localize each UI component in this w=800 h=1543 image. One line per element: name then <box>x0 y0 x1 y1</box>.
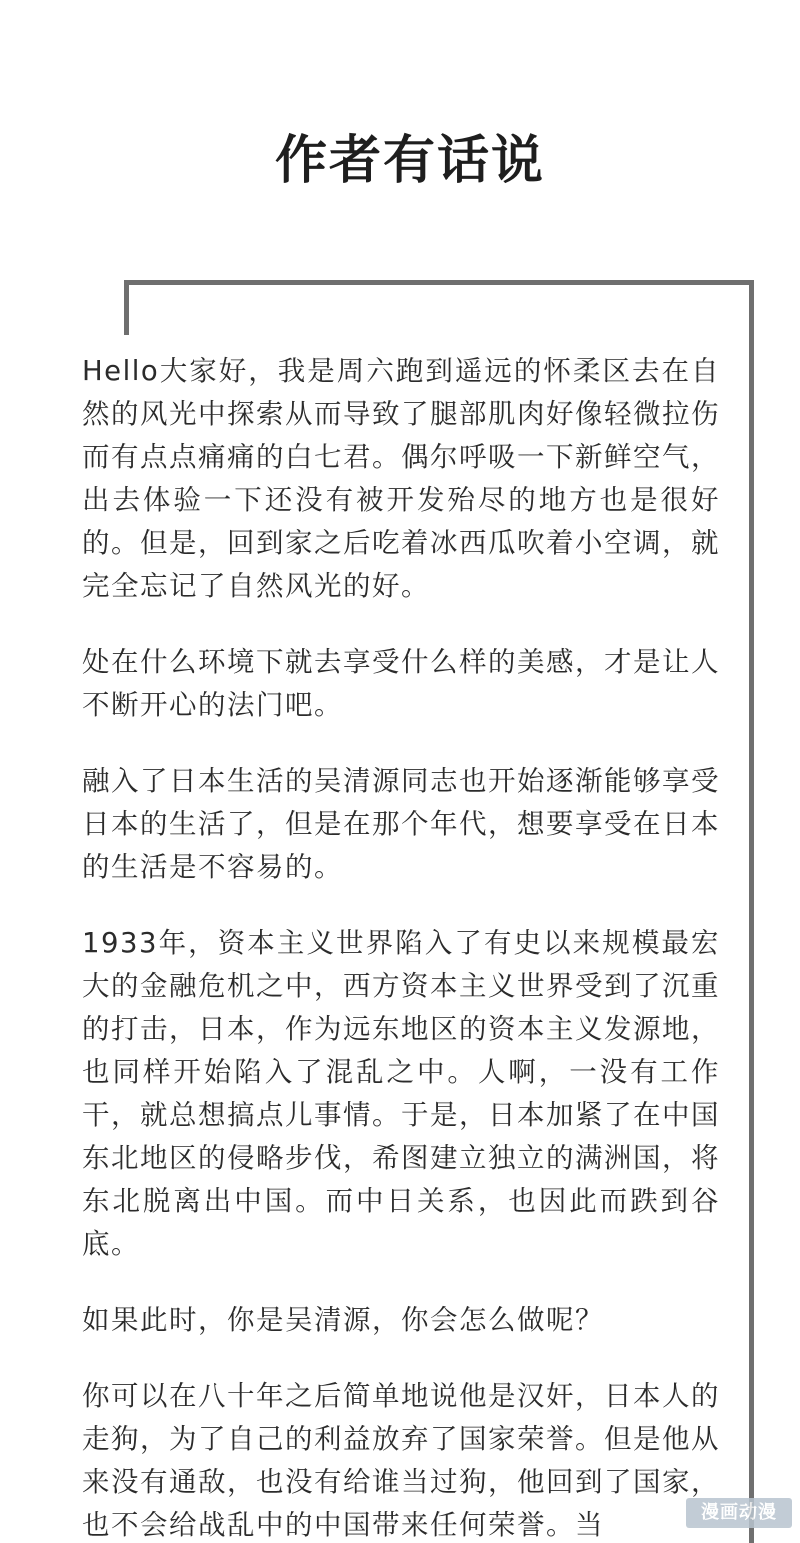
watermark-logo: 漫画动漫 <box>686 1498 792 1528</box>
paragraph: 融入了日本生活的吴清源同志也开始逐渐能够享受日本的生活了，但是在那个年代，想要享受在日本的生活是不容易的。 <box>82 765 720 883</box>
frame-left-border <box>124 280 129 335</box>
page-title: 作者有话说 <box>274 130 545 191</box>
frame-top-border <box>124 280 754 285</box>
paragraph: Hello大家好，我是周六跑到遥远的怀柔区去在自然的风光中探索从而导致了腿部肌肉好像轻微拉伤而有点点痛痛的白七君。偶尔呼吸一下新鲜空气，出去体验一下还没有被开发殆尽的地方也是很好的。但是，回到家之后吃着冰西瓜吹着小空调，就完全忘记了自然风光的好。 <box>82 355 720 602</box>
frame-right-border <box>749 280 754 1543</box>
paragraph: 如果此时，你是吴清源，你会怎么做呢？ <box>82 1304 604 1336</box>
paragraph: 1933年，资本主义世界陷入了有史以来规模最宏大的金融危机之中，西方资本主义世界受到了沉重的打击，日本，作为远东地区的资本主义发源地，也同样开始陷入了混乱之中。人啊，一没有工作干，就总想搞点儿事情。于是，日本加紧了在中国东北地区的侵略步伐，希图建立独立的满洲国，将东北脱离出中国。而中日关系，也因此而跌到谷底。 <box>82 927 720 1260</box>
paragraph: 你可以在八十年之后简单地说他是汉奸，日本人的走狗，为了自己的利益放弃了国家荣誉。但是他从来没有通敌，也没有给谁当过狗，他回到了国家，也不会给战乱中的中国带来任何荣誉。当 <box>82 1380 720 1541</box>
paragraph: 处在什么环境下就去享受什么样的美感，才是让人不断开心的法门吧。 <box>82 646 720 721</box>
article-body <box>82 350 720 1543</box>
